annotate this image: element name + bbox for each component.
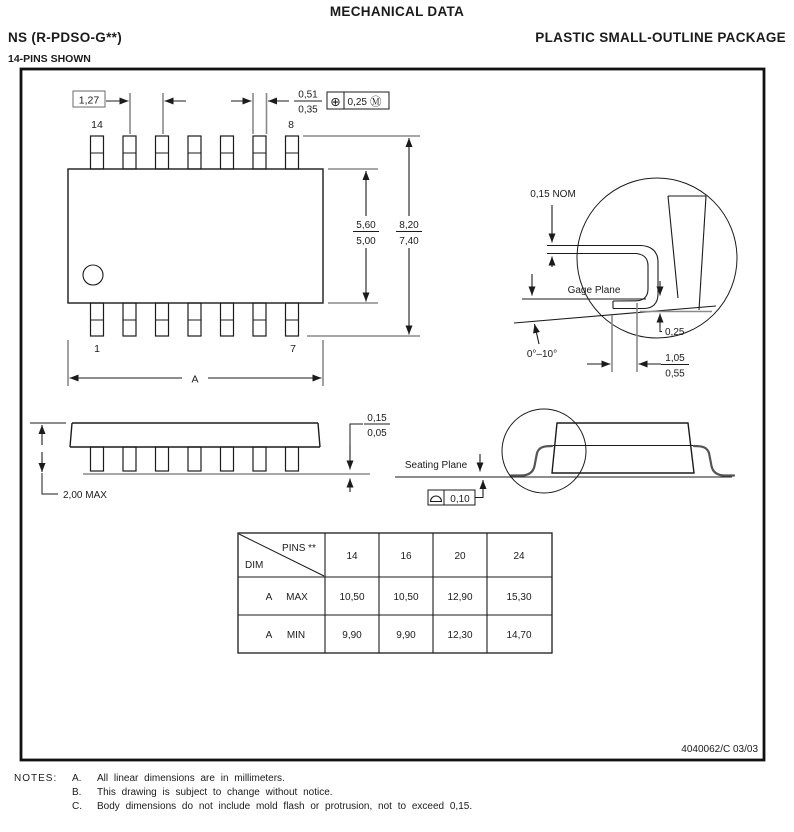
front-view-body [70,423,320,447]
row0-val1: 10,50 [393,592,419,603]
pin-label-7: 7 [290,343,296,355]
true-position-icon: ⊕ [330,95,341,109]
table-corner-dim: DIM [245,560,264,571]
row1-val2: 12,30 [447,630,473,641]
foot-length-dimension [587,303,689,380]
gage-plane [522,274,646,299]
lead-thickness-value: 0,15 NOM [530,189,576,200]
standoff-min: 0,05 [367,428,387,439]
note-b-id: B. [72,787,82,798]
notes [14,773,472,812]
standoff-dimension [350,413,390,492]
note-a-text: All linear dimensions are in millimeters. [97,773,285,784]
note-c-text: Body dimensions do not include mold flash or protrusion, not to exceed 0,15. [97,801,473,812]
table-col-16: 16 [400,551,412,562]
material-condition-icon: Ⓜ [370,96,382,109]
pin-label-1: 1 [94,343,100,355]
profile-body [552,423,694,473]
table-col-14: 14 [346,551,358,562]
lead-width-max: 0,51 [298,89,318,101]
pin-label-14: 14 [91,119,103,131]
table-col-24: 24 [513,551,525,562]
detail-circle [577,178,737,338]
foot-length-max: 1,05 [665,353,685,364]
profile-left-lead [511,446,552,476]
lead-thickness-dimension [530,189,576,267]
note-a-id: A. [72,773,82,784]
row1-dim: A [265,630,273,641]
overall-length-dimension [68,340,323,386]
note-c-id: C. [72,801,82,812]
profile-view [395,409,734,505]
pitch-value: 1,27 [78,94,100,107]
table-corner-pins: PINS ** [282,543,316,554]
notes-label: NOTES: [14,773,58,784]
row1-val0: 9,90 [342,630,362,641]
row0-val0: 10,50 [339,592,365,603]
table-header-row [346,551,525,562]
row0-bound: MAX [286,592,308,603]
page-title: MECHANICAL DATA [329,4,465,19]
profile-right-lead [694,446,734,476]
pins-shown-label: 14-PINS SHOWN [8,53,91,65]
flatness-value: 0,10 [450,494,470,505]
bottom-pins [91,303,299,336]
lead-span-min: 7,40 [399,236,419,247]
body-width-dimension [328,169,379,303]
table-row-a-max [266,592,532,603]
pin1-index-mark [83,265,103,285]
lead-width-min: 0,35 [298,104,318,116]
top-pins [91,136,299,169]
package-code: NS (R-PDSO-G**) [8,30,123,45]
pin-label-8: 8 [288,119,294,131]
row1-val1: 9,90 [396,630,416,641]
table-row-a-min [266,630,532,641]
position-tolerance-value: 0,25 [347,97,367,108]
standoff-max: 0,15 [367,413,387,424]
table-col-20: 20 [454,551,466,562]
foot-angle-value: 0°–10° [526,349,558,360]
size-table [238,533,552,653]
detail-body-edge [668,196,706,310]
seating-plane-flatness-icon [431,496,442,501]
gage-plane-label: Gage Plane [567,285,621,296]
body-width-max: 5,60 [356,220,376,231]
overall-length-label: A [191,373,199,386]
lead-detail-callout-circle [502,409,586,493]
row1-bound: MIN [286,630,306,641]
position-tolerance-frame [327,92,389,109]
top-view [68,90,422,387]
tip-height-value: 0,25 [665,327,685,338]
note-b-text: This drawing is subject to change without notice. [97,787,333,798]
row0-val3: 15,30 [506,592,532,603]
body-width-min: 5,00 [356,236,376,247]
seating-plane-label: Seating Plane [404,460,468,471]
lead-width-dimension [231,90,322,135]
lead-span-max: 8,20 [399,220,419,231]
row0-val2: 12,90 [447,592,473,603]
document-number: 4040062/C 03/03 [681,744,758,755]
height-value: 2,00 MAX [63,490,107,501]
drawing-frame [21,69,764,760]
row1-val3: 14,70 [506,630,532,641]
row0-dim: A [265,592,273,603]
pitch-dimension [73,91,186,134]
lead-detail-view [514,178,737,380]
package-body-top-view [68,169,323,303]
foot-length-min: 0,55 [665,368,685,380]
front-view [30,413,390,501]
package-type: PLASTIC SMALL-OUTLINE PACKAGE [535,30,786,45]
flatness-tolerance-frame [428,490,483,505]
front-view-leads [91,447,299,471]
header [8,4,786,65]
